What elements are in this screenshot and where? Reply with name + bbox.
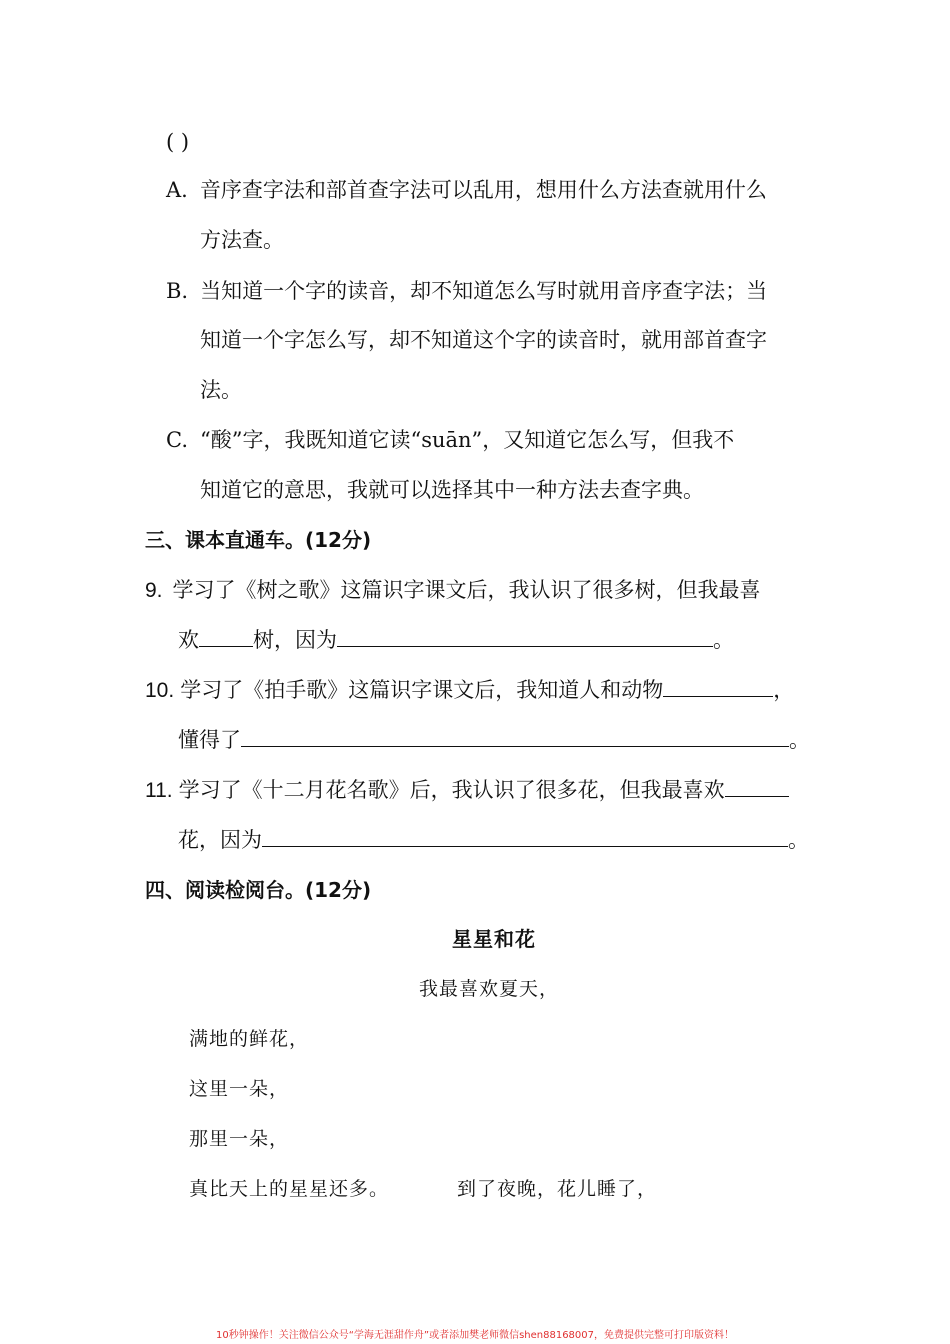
question-10-line2-text: 懂得了 xyxy=(178,728,241,752)
question-11-line1: 学习了《十二月花名歌》后，我认识了很多花，但我最喜欢 xyxy=(178,778,725,802)
option-a xyxy=(166,176,767,204)
flower-reason-blank[interactable] xyxy=(262,826,788,847)
option-a-line2: 方法查。 xyxy=(200,228,284,252)
poem-line-6: 到了夜晚，花儿睡了， xyxy=(457,1178,658,1200)
question-10-comma: ， xyxy=(773,678,795,702)
tree-name-blank[interactable] xyxy=(199,626,253,647)
question-10-line1: 学习了《拍手歌》这篇识字课文后，我知道人和动物 xyxy=(180,678,664,702)
option-c-line2: 知道它的意思，我就可以选择其中一种方法去查字典。 xyxy=(200,478,704,502)
animals-blank[interactable] xyxy=(663,676,773,697)
poem-line-3: 这里一朵， xyxy=(189,1078,290,1100)
question-10-end: 。 xyxy=(789,728,810,752)
tree-reason-blank[interactable] xyxy=(337,626,713,647)
option-c-label: C. xyxy=(166,428,188,452)
question-10-line2 xyxy=(178,726,810,754)
section-3-heading: 三、课本直通车。(12分) xyxy=(145,528,372,552)
option-a-line1: 音序查字法和部首查字法可以乱用，想用什么方法查就用什么 xyxy=(199,178,767,202)
flower-name-blank[interactable] xyxy=(725,776,789,797)
option-b-line1: 当知道一个字的读音，却不知道怎么写时就用音序查字法；当 xyxy=(200,279,768,303)
poem-line-5: 真比天上的星星还多。 xyxy=(189,1178,390,1200)
section-4-heading: 四、阅读检阅台。(12分) xyxy=(145,878,372,902)
understood-blank[interactable] xyxy=(241,726,789,747)
poem-line-2: 满地的鲜花， xyxy=(189,1028,310,1050)
question-11-number: 11. xyxy=(145,779,173,802)
option-c xyxy=(166,426,734,454)
question-9-line1: 学习了《树之歌》这篇识字课文后，我认识了很多树，但我最喜 xyxy=(172,578,761,602)
option-a-label: A. xyxy=(166,178,188,202)
poem-line-4: 那里一朵， xyxy=(189,1128,290,1150)
question-11-line2 xyxy=(178,826,809,854)
option-b xyxy=(166,277,767,305)
question-10-number: 10. xyxy=(145,679,175,702)
answer-parentheses[interactable]: ( ) xyxy=(166,130,190,154)
option-b-line2: 知道一个字怎么写，却不知道这个字的读音时，就用部首查字 xyxy=(200,328,767,352)
question-9-line2 xyxy=(178,626,734,654)
question-9-line2a: 欢 xyxy=(178,628,199,652)
option-b-line3: 法。 xyxy=(200,378,242,402)
question-9 xyxy=(145,576,761,605)
question-11-line2-text: 花，因为 xyxy=(178,828,262,852)
question-9-number: 9. xyxy=(145,579,163,602)
question-11 xyxy=(145,776,789,805)
poem-line-1: 我最喜欢夏天， xyxy=(419,978,560,1000)
question-9-line2b: 树，因为 xyxy=(253,628,337,652)
question-11-end: 。 xyxy=(788,828,809,852)
option-b-label: B. xyxy=(166,279,189,303)
poem-title: 星星和花 xyxy=(452,927,536,951)
option-c-line1: “酸”字，我既知道它读“suān”，又知道它怎么写，但我不 xyxy=(200,428,735,452)
question-10 xyxy=(145,676,794,705)
promo-footer: 10秒钟操作！关注微信公众号“学海无涯甜作舟”或者添加樊老师微信shen88168007，免费提供完整可打印版资料！ xyxy=(215,1330,735,1341)
question-9-end: 。 xyxy=(713,628,734,652)
